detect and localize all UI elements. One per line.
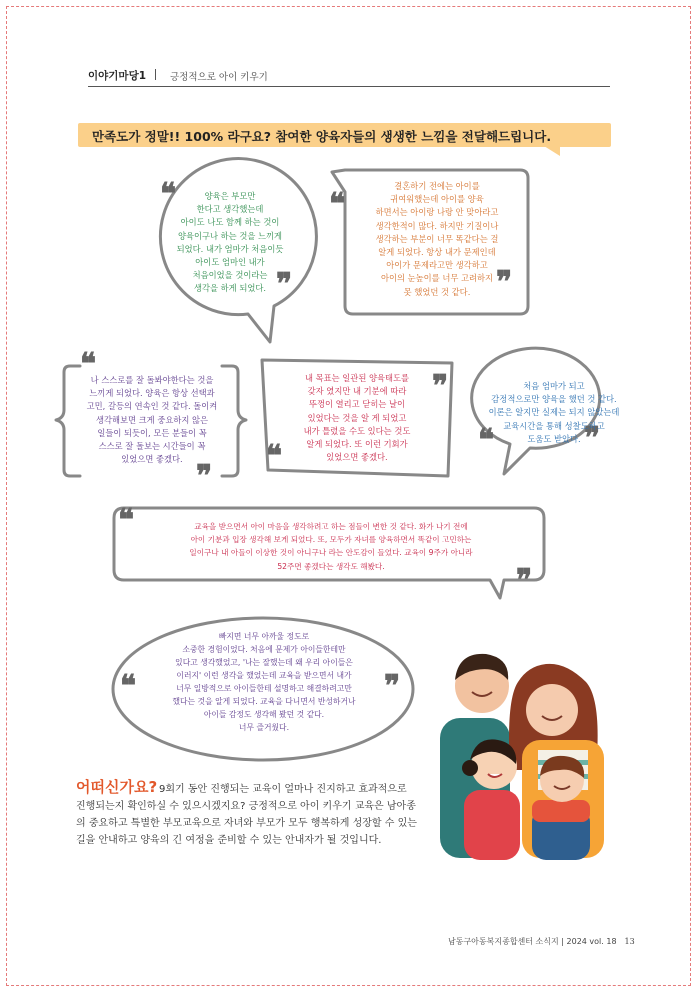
bubble-3-text: 나 스스로를 잘 돌봐야한다는 것을 느끼게 되었다. 양육은 항상 선택과 고민, 갈등의 연속인 것 같다. 돌이켜 생각해보면 크게 중요하지 않은 일들이 되듯이, 모든 분들이 꼭 스스로 잘 돌보는 시간들이 꼭 있었으면 좋겠다.: [86, 375, 218, 465]
bubble-6-text: 교육을 받으면서 아이 마음을 생각하려고 하는 점들이 변한 것 같다. 화가 나기 전에 아이 기분과 입장 생각해 보게 되었다. 또, 모두가 자녀를 양육하면서 똑같이 고민하는 일이구나 내 아들이 이상한 것이 아니구나 라는 안도감이 들었다. 교육이 9주가 아니라 52주면 좋겠다는 생각도 해봤다.: [189, 522, 473, 571]
closing-title: 어떠신가요?: [76, 778, 158, 796]
open-quote-icon: ❝: [160, 177, 177, 212]
open-quote-icon: ❝: [266, 439, 283, 474]
open-quote-icon: ❝: [478, 423, 495, 458]
close-quote-icon: ❞: [196, 459, 213, 494]
family-hug-illustration: [436, 640, 614, 862]
section-label: 이야기마당1: [88, 70, 147, 82]
open-quote-icon: ❝: [329, 187, 346, 222]
bubble-1-text: 양육은 부모만 한다고 생각했는데 아이도 나도 함께 하는 것이 양육이구나 하는 것을 느끼게 되었다. 내가 엄마가 처음이듯 아이도 엄마인 내가 처음이었을 것이라는 생각을 하게 되었다.: [176, 191, 284, 294]
open-quote-icon: ❝: [80, 347, 97, 382]
bubble-5-text: 처음 엄마가 되고 감정적으로만 양육을 했던 것 같다. 이론은 알지만 실제는 되지 않았는데 교육시간을 통해 성찰도하고 도움도 받았다.: [488, 381, 620, 444]
closing-lead: 9회기 동안 진행되는 교육이 얼마나 진지하고 효과적으로: [159, 784, 407, 795]
bubble-2-text: 결혼하기 전에는 아이를 귀여워했는데 아이를 양육 하면서는 아이랑 나랑 안 맞아라고 생각한적이 많다. 하지만 기질이나 생각하는 부분이 너무 똑같다는 걸 알게 되었다. 항상 내가 문제인데 아이가 문제라고만 생각하고 아이의 눈높이를 너무 고려하지 못 했었던 것 같다.: [375, 181, 499, 297]
close-quote-icon: ❞: [516, 563, 533, 598]
footer-publication: 남동구아동복지종합센터 소식지 | 2024 vol. 18: [448, 937, 617, 946]
page-number: 13: [624, 937, 635, 946]
closing-body: 진행되는지 확인하실 수 있으시겠지요? 긍정적으로 아이 키우기 교육은 남아종의 중요하고 특별한 부모교육으로 자녀와 부모가 모두 행복하게 성장할 수 있는 길을 안내하고 양육의 긴 여정을 준비할 수 있는 안내자가 될 것입니다.: [76, 801, 417, 846]
page-footer: [448, 936, 635, 947]
close-quote-icon: ❞: [584, 421, 601, 456]
open-quote-icon: ❝: [118, 503, 135, 538]
section-subtitle: 긍정적으로 아이 키우기: [170, 72, 268, 83]
close-quote-icon: ❞: [496, 265, 513, 300]
close-quote-icon: ❞: [384, 669, 401, 704]
close-quote-icon: ❞: [276, 267, 293, 302]
bubble-7-text: 빠지면 너무 아까울 정도로 소중한 경험이었다. 처음에 문제가 아이들한테만 있다고 생각했었고, '나는 잘했는데 왜 우리 아이들은 이러지' 이런 생각을 했었는데 교육을 받으면서 내가 너무 일방적으로 아이들한테 설명하고 해결하려고만 했다는 것을 알게 되었다. 교육을 다니면서 반성하거나 아이들 감정도 생각해 봤던 것 같다. 너무 즐거웠다.: [172, 632, 356, 732]
headline-text: 만족도가 정말!! 100% 라구요? 참여한 양육자들의 생생한 느낌을 전달해드립니다.: [92, 129, 552, 144]
close-quote-icon: ❞: [432, 369, 449, 404]
bubble-4-text: 내 목표는 일관된 양육태도를 갖자 였지만 내 기분에 따라 뚜껑이 열리고 닫히는 날이 있었다는 것을 알 게 되었고 내가 틀렸을 수도 있다는 것도 알게 되었다. 또 이런 기회가 있었으면 좋겠다.: [303, 373, 411, 463]
open-quote-icon: ❝: [120, 669, 137, 704]
